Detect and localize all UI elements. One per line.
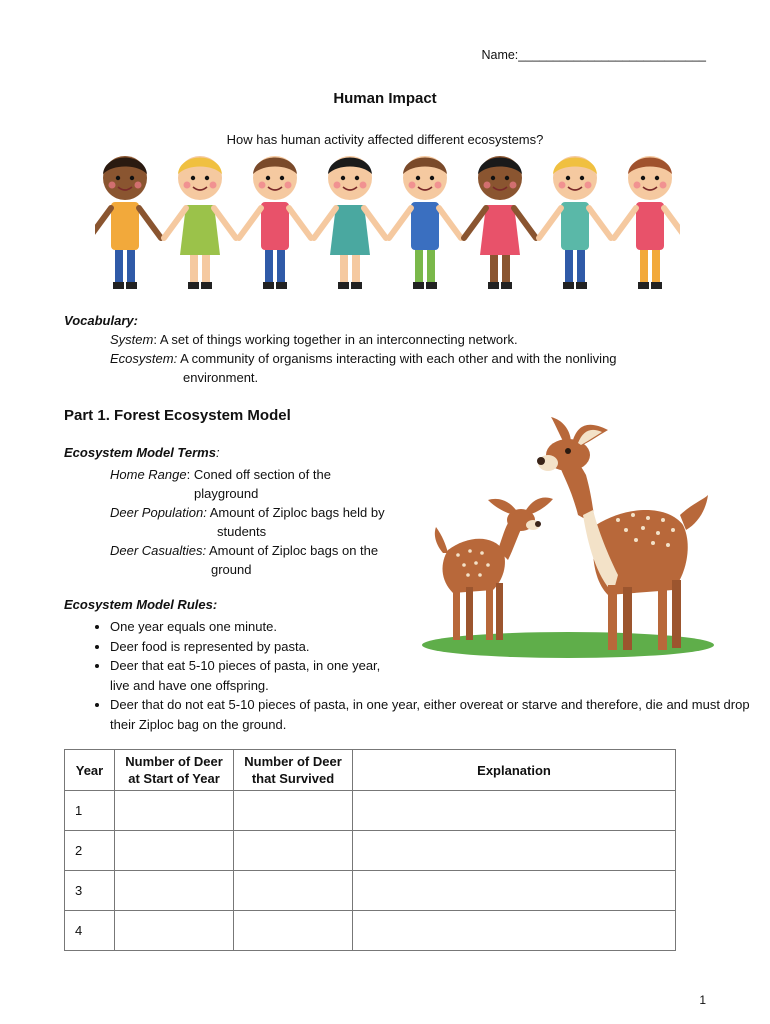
term-deer-casualties [110,541,410,579]
child-figure [314,156,386,289]
survived-cell[interactable] [234,871,353,911]
rule-item: • Deer that do not eat 5-10 pieces of pasta, in one year, either overeat or starve and therefore, die and must drop their Ziploc bag on the ground. [110,695,750,734]
name-field[interactable] [481,48,706,62]
child-figure [464,156,536,289]
year-cell: 2 [65,831,115,871]
vocab-ecosystem-term: Ecosystem: [110,351,178,366]
rule-item: • One year equals one minute. [110,617,750,637]
terms-heading-text: Ecosystem Model Terms [64,445,216,460]
survived-cell[interactable] [234,831,353,871]
term-def-cont: ground [211,562,252,577]
term-name: Home Range [110,467,187,482]
table-header-row [65,750,676,791]
term-def-cont: students [217,524,267,539]
rules-list [64,617,750,734]
start-cell[interactable] [115,911,234,951]
rule-item: • Deer that eat 5-10 pieces of pasta, in one year, live and have one offspring. [110,656,400,695]
explanation-cell[interactable] [353,791,676,831]
explanation-cell[interactable] [353,871,676,911]
page-title: Human Impact [333,90,437,107]
child-figure [539,156,611,289]
child-figure [164,156,236,289]
child-figure [389,156,461,289]
term-name: Deer Population: [110,505,207,520]
table-row [65,871,676,911]
child-figure [614,156,680,289]
year-cell: 4 [65,911,115,951]
term-sep: : [186,467,191,482]
rules-heading: Ecosystem Model Rules: [64,597,218,612]
vocab-ecosystem [110,351,617,366]
rule-item: • Deer food is represented by pasta. [110,637,750,657]
vocab-system-term: System [110,332,154,347]
term-home-range [110,465,410,503]
col-explanation-header: Explanation [353,750,676,791]
child-figure [95,156,161,289]
col-year-header: Year [65,750,115,791]
deer-population-table [64,749,676,951]
explanation-cell[interactable] [353,911,676,951]
name-label: Name: [481,48,519,62]
year-cell: 1 [65,791,115,831]
adult-deer [537,417,708,650]
vocab-ecosystem-def: A community of organisms interacting with each other and with the nonliving [177,351,617,366]
term-deer-population [110,503,410,541]
survived-cell[interactable] [234,911,353,951]
page-number: 1 [699,993,706,1007]
part1-heading: Part 1. Forest Ecosystem Model [64,407,291,424]
term-name: Deer Casualties: [110,543,207,558]
children-holding-hands-illustration [95,150,680,295]
explanation-cell[interactable] [353,831,676,871]
col-start-header: Number of Deer at Start of Year [115,750,234,791]
survived-cell[interactable] [234,791,353,831]
terms-heading-colon: : [215,445,220,460]
child-figure [239,156,311,289]
year-cell: 3 [65,871,115,911]
vocabulary-heading: Vocabulary: [64,313,138,328]
start-cell[interactable] [115,831,234,871]
vocab-system [110,332,518,347]
vocab-system-def: : A set of things working together in an interconnecting network. [153,332,518,347]
start-cell[interactable] [115,871,234,911]
name-blank[interactable]: ___________________________ [518,48,706,62]
term-def-cont: playground [194,486,259,501]
table-row [65,911,676,951]
term-def: Amount of Ziploc bags on the [206,543,379,558]
table-row [65,791,676,831]
terms-heading [64,445,220,460]
table-row [65,831,676,871]
term-def: Coned off section of the [190,467,331,482]
col-survived-header: Number of Deer that Survived [234,750,353,791]
page-subtitle: How has human activity affected different ecosystems? [226,132,544,147]
start-cell[interactable] [115,791,234,831]
term-def: Amount of Ziploc bags held by [206,505,385,520]
vocab-ecosystem-def-cont: environment. [183,370,259,385]
